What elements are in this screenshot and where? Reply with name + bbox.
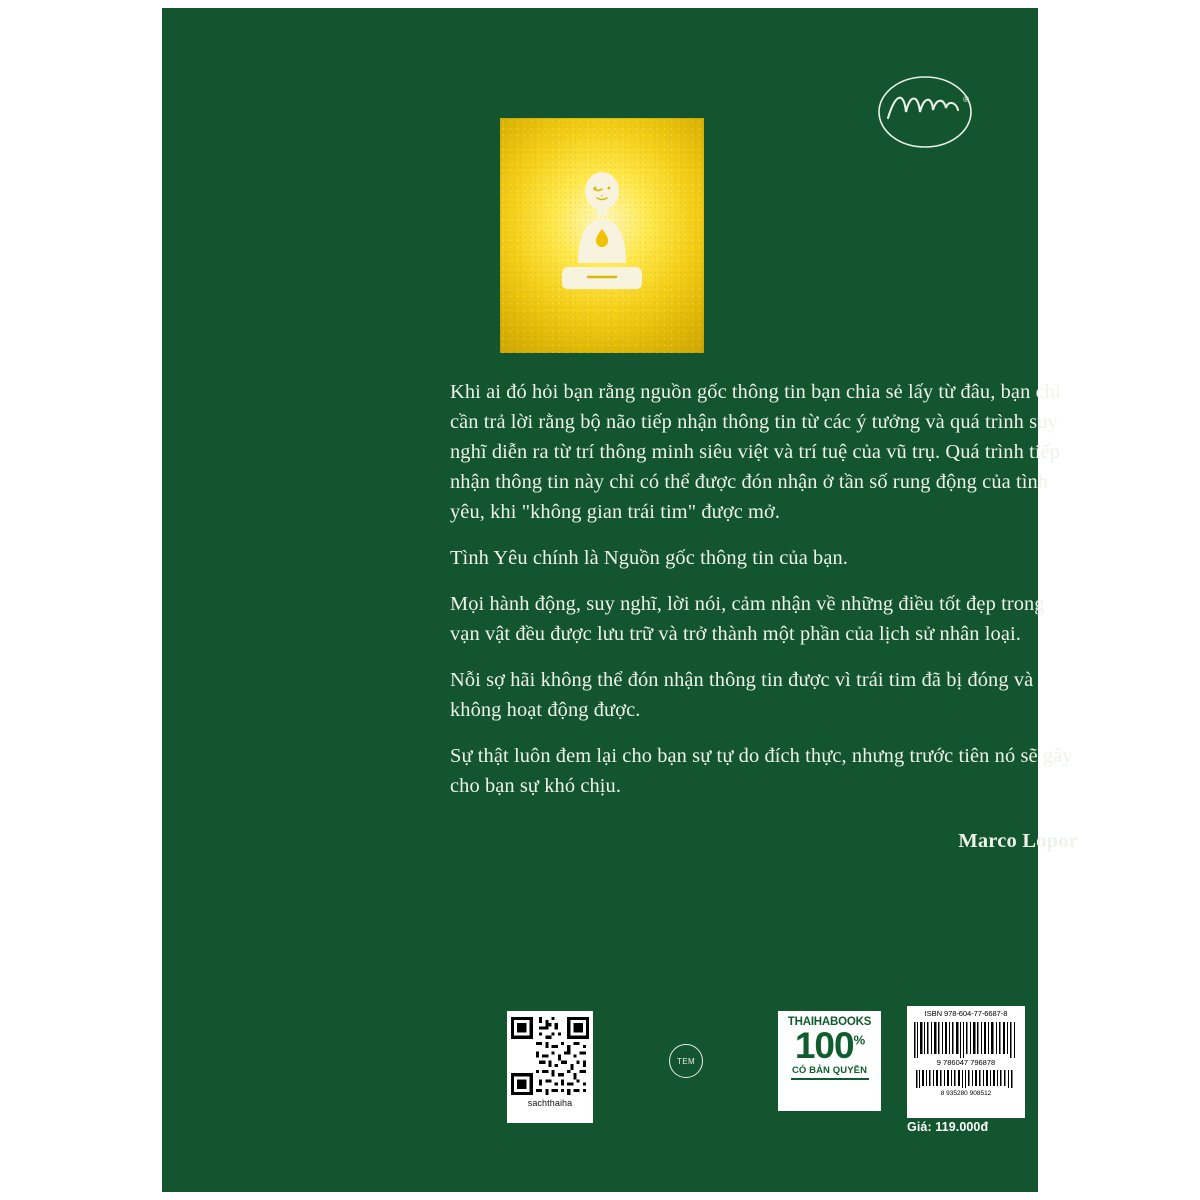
meditation-illustration: [500, 118, 704, 353]
svg-text:®: ®: [963, 95, 969, 104]
barcode-main-icon: [910, 1020, 1022, 1068]
paragraph-5: Sự thật luôn đem lại cho bạn sự tự do đích thực, nhưng trước tiên nó sẽ gây cho bạn sự khó chịu.: [450, 744, 1073, 797]
qr-code-block[interactable]: [507, 1011, 593, 1123]
tem-stamp: TEM: [669, 1044, 703, 1078]
qr-code-icon[interactable]: [511, 1017, 589, 1095]
publisher-name: THAIHABOOKS: [787, 1016, 872, 1028]
isbn-text: ISBN 978-604-77-6687-8: [924, 1009, 1008, 1018]
barcode-secondary-icon: [910, 1069, 1022, 1097]
barcode-block: [907, 1006, 1025, 1118]
copyright-badge: [778, 1011, 881, 1111]
paragraph-4: Nỗi sợ hãi không thể đón nhận thông tin được vì trái tim đã bị đóng và không hoạt động được.: [450, 668, 1034, 721]
qr-caption: sachthaiha: [527, 1098, 573, 1108]
price-label: Giá: 119.000đ: [907, 1120, 989, 1134]
paragraph-2: Tình Yêu chính là Nguồn gốc thông tin của bạn.: [450, 546, 848, 569]
newme-logo: [870, 70, 980, 154]
barcode-digits-secondary: 8 935280 908512: [940, 1090, 992, 1097]
cover-panel: [162, 8, 1078, 1192]
paragraph-3: Mọi hành động, suy nghĩ, lời nói, cảm nhận về những điều tốt đẹp trong vạn vật đều được lưu trữ và trở thành một phần của lịch sử nhân loại.: [450, 592, 1045, 645]
paragraph-1: Khi ai đó hỏi bạn rằng nguồn gốc thông tin bạn chia sẻ lấy từ đâu, bạn chỉ cần trả lời rằng bộ não tiếp nhận thông tin từ các ý tưởng và quá trình suy nghĩ diễn ra từ trí thông minh siêu việt và trí tuệ của vũ trụ. Quá trình tiếp nhận thông tin này chỉ có thể được đón nhận ở tần số rung động của tình yêu, khi "không gian trái tim" được mở.: [450, 381, 1061, 523]
barcode-digits: 9 786047 796878: [936, 1058, 996, 1067]
badge-percent: %: [853, 1032, 865, 1048]
author-byline: Marco Lopor: [958, 829, 1078, 852]
back-cover-text: [450, 378, 1078, 856]
footer-strip: [324, 998, 1200, 1178]
badge-rule: [791, 1078, 869, 1080]
badge-number: [778, 1025, 881, 1066]
meditating-figure-icon: [542, 161, 662, 311]
badge-number-value: 100: [794, 1025, 854, 1066]
badge-subtitle: CÓ BẢN QUYỀN: [791, 1064, 868, 1076]
